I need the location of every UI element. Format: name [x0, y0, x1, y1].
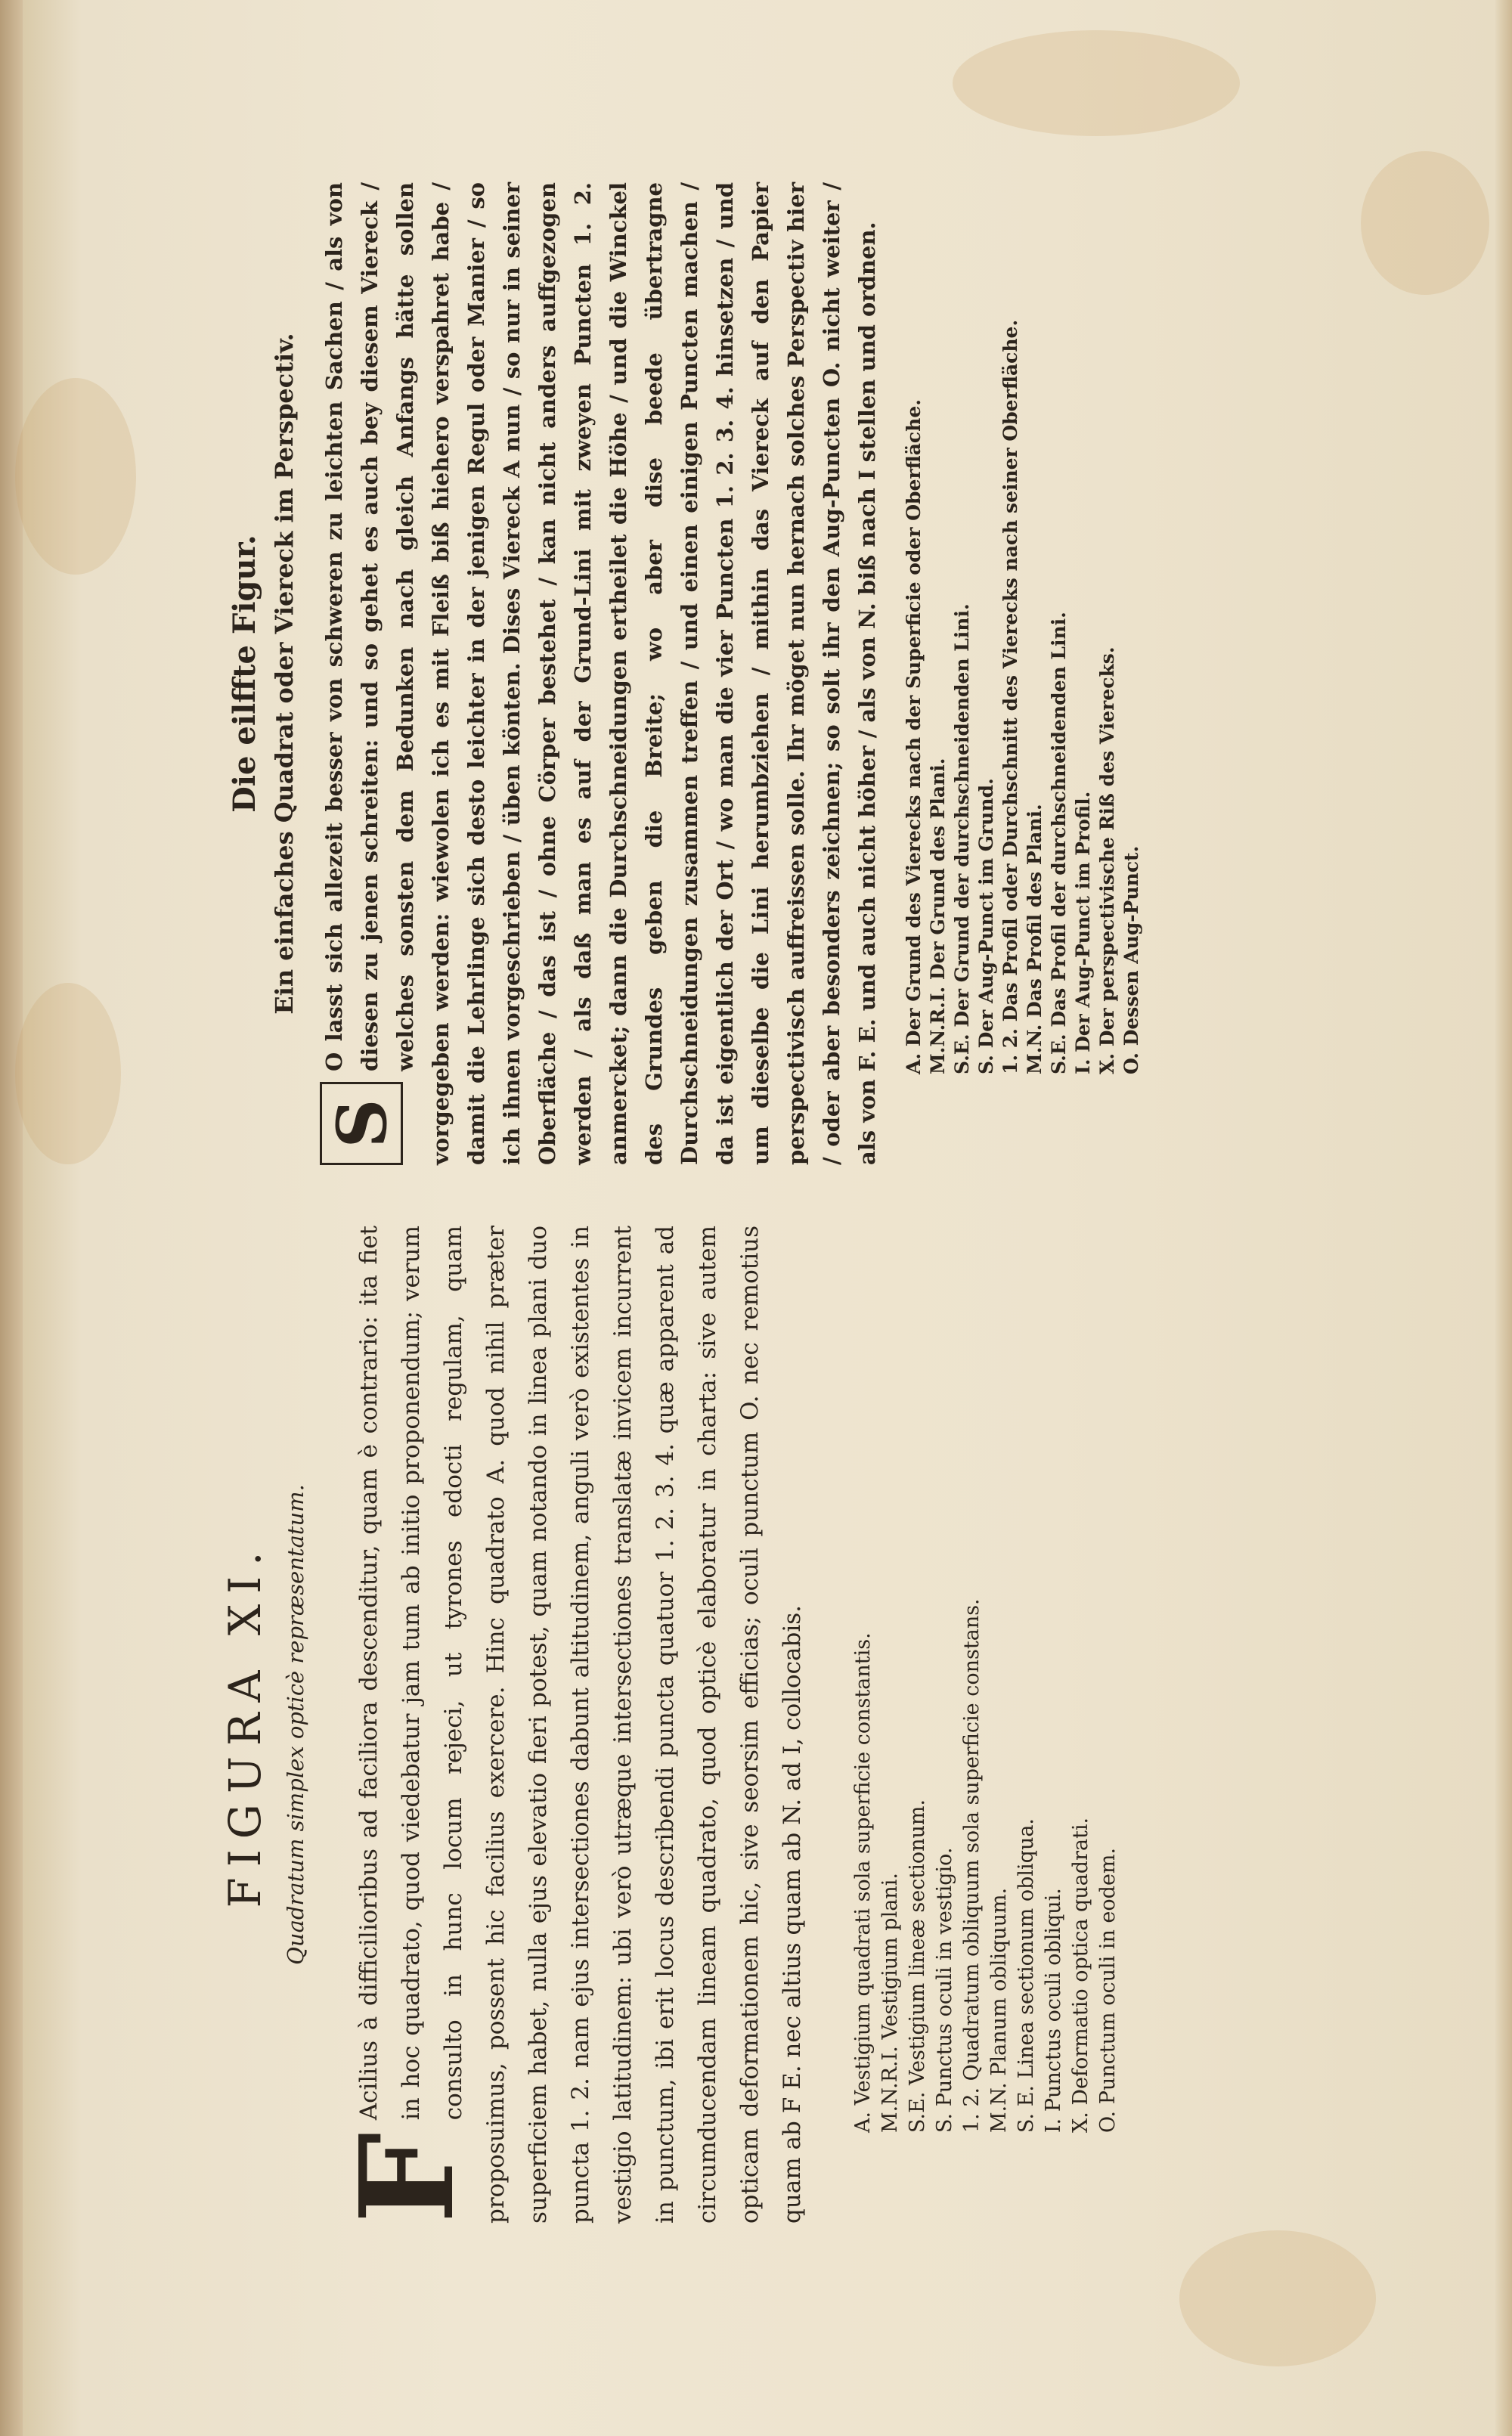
latin-initial-letter: F [332, 2132, 483, 2224]
legend-item: A. Vestigium quadrati sola superficie constantis. [851, 1632, 875, 2133]
latin-body [332, 1226, 813, 2224]
foxing-stain [953, 30, 1240, 136]
german-legend [902, 182, 1144, 1165]
legend-item: X. Deformatio optica quadrati. [1069, 1817, 1092, 2133]
legend-item: I. Der Aug-Punct im Profil. [1072, 791, 1094, 1074]
legend-item: S. Punctus oculi in vestigio. [933, 1847, 956, 2133]
latin-subtitle: Quadratum simplex opticè repræsentatum. [283, 1484, 308, 1965]
german-heading: Die eilffte Figur. [227, 535, 262, 813]
legend-item: 1. 2. Quadratum obliquum sola superficie constans. [960, 1598, 984, 2133]
german-body [317, 182, 885, 1165]
legend-item: O. Dessen Aug-Punct. [1120, 845, 1142, 1074]
page-outer-edge [1495, 0, 1512, 2436]
foxing-stain [15, 378, 136, 575]
legend-item: S.E. Der Grund der durchschneidenden Lini. [951, 603, 973, 1074]
legend-item: S.E. Vestigium lineæ sectionum. [906, 1799, 929, 2133]
latin-column [219, 1226, 1122, 2224]
latin-heading: FIGURA XI. [219, 1541, 271, 1908]
german-subtitle: Ein einfaches Quadrat oder Viereck im Perspectiv. [270, 333, 299, 1015]
latin-body-text: Acilius à difficilioribus ad faciliora descenditur, quam è contrario: ita fiet in hoc quadrato, quod viedebatur jam tum ab initio proponendum; verum consulto in hunc locum rejeci, ut tyrones edocti regulam, quam proposuimus, possent hic facilius exercere. Hinc quadrato A. quod nihil præter superficiem habet, nulla ejus elevatio fieri potest, quam notando in linea plani duo puncta 1. 2. nam ejus intersectiones dabunt altitudinem, anguli verò existentes in vestigio latitudinem: ubi verò utræque intersectiones translatæ invicem incurrent in punctum, ibi erit locus describendi puncta quatuor 1. 2. 3. 4. quæ apparent ad circumducendam lineam quadrato, quod opticè elaboratur in charta: sive autem opticam deformationem hic, sive seorsim efficias; oculi punctum O. nec remotius quam ab F E. nec altius quam ab N. ad I, collocabis. [355, 1226, 806, 2224]
latin-legend [850, 1226, 1122, 2224]
german-initial-letter: S [320, 1082, 403, 1165]
legend-item: O. Punctum oculi in eodem. [1096, 1847, 1120, 2133]
legend-item: X. Der perspectivische Riß des Vierecks. [1096, 646, 1118, 1074]
legend-item: S.E. Das Profil der durchschneidenden Lini. [1048, 612, 1070, 1074]
german-body-text: O lasst sich allezeit besser von schweren zu leichten Sachen / als von diesen zu jenen schreiten: und so gehet es auch bey diesem Viereck / welches sonsten dem Bedunken nach gleich Anfangs hätte sollen vorgegeben werden: wiewolen ich es mit Fleiß biß hiehero verspahret habe / damit die Lehrlinge sich desto leichter in der jenigen Regul oder Manier / so ich ihnen vorgeschrieben / üben könten. Dises Viereck A nun / so nur in seiner Oberfläche / das ist / ohne Cörper bestehet / kan nicht anders auffgezogen werden / als daß man es auf der Grund-Lini mit zweyen Puncten 1. 2. anmercket; dann die Durchschneidungen ertheilet die Höhe / und die Winckel des Grundes geben die Breite; wo aber dise beede übertragne Durchschneidungen zusammen treffen / und einen einigen Puncten machen / da ist eigentlich der Ort / wo man die vier Puncten 1. 2. 3. 4. hinsetzen / und um dieselbe die Lini herumbziehen / mithin das Viereck auf den Papier perspectivisch auffreissen solle. Ihr möget nun hernach solches Perspectiv hier / oder aber besonders zeichnen; so solt ihr den Aug-Puncten O. nicht weiter / als von F. E. und auch nicht höher / als von N. biß nach I stellen und ordnen. [321, 182, 880, 1165]
legend-item: S. Der Aug-Punct im Grund. [975, 778, 997, 1074]
page-gutter-edge [0, 0, 23, 2436]
rotated-text-block [166, 122, 1346, 2314]
legend-item: M.N.R.I. Der Grund des Plani. [927, 758, 949, 1074]
legend-item: 1. 2. Das Profil oder Durchschnitt des Vierecks nach seiner Oberfläche. [999, 319, 1021, 1074]
foxing-stain [1361, 151, 1489, 295]
legend-item: M.N. Das Profil des Plani. [1024, 804, 1046, 1074]
foxing-stain [15, 983, 121, 1164]
legend-item: I. Punctus oculi obliqui. [1042, 1888, 1065, 2133]
legend-item: S. E. Linea sectionum obliqua. [1015, 1818, 1038, 2133]
legend-item: M.N. Planum obliquum. [987, 1887, 1011, 2133]
legend-item: A. Der Grund des Vierecks nach der Superficie oder Oberfläche. [903, 399, 925, 1074]
german-column [219, 182, 1144, 1165]
legend-item: M.N.R.I. Vestigium plani. [878, 1873, 902, 2133]
